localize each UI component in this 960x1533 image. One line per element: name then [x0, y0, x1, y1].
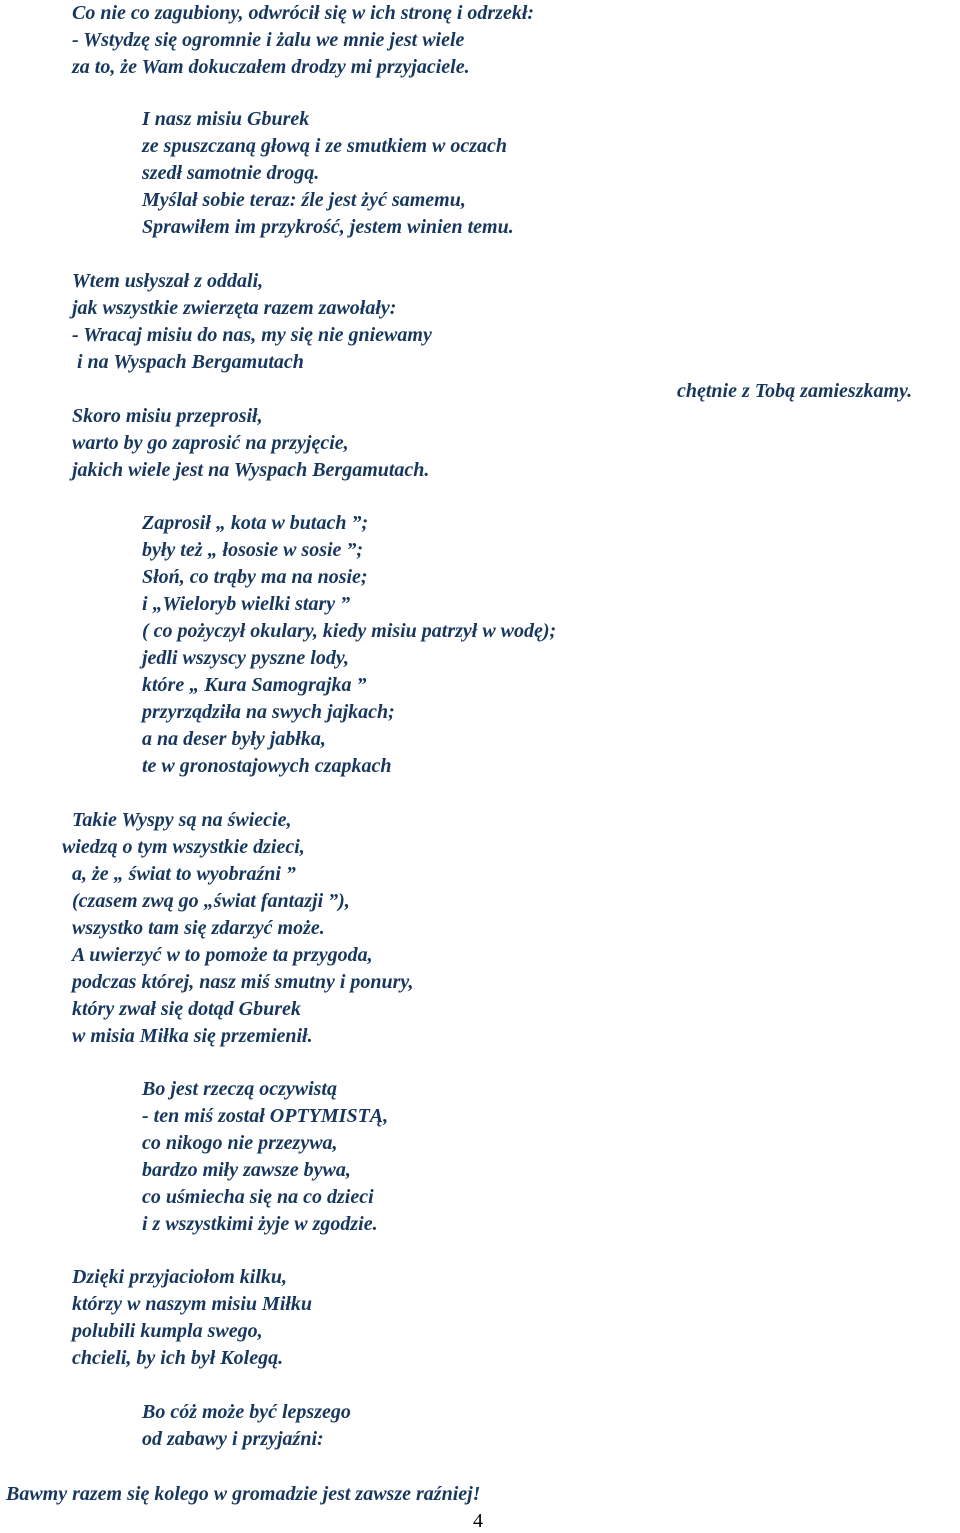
closing-line: Bawmy razem się kolego w gromadzie jest zawsze raźniej! [6, 1483, 481, 1505]
poem-line: Bo jest rzeczą oczywistą [142, 1078, 337, 1100]
poem-line: Zaprosił „ kota w butach ”; [142, 512, 369, 534]
poem-line: co uśmiecha się na co dzieci [142, 1186, 374, 1208]
poem-line: przyrządziła na swych jajkach; [142, 701, 395, 723]
poem-line: ze spuszczaną głową i ze smutkiem w oczach [142, 135, 508, 157]
poem-line: Dzięki przyjaciołom kilku, [72, 1266, 287, 1288]
page-number: 4 [473, 1510, 483, 1532]
stanza-9 [142, 1399, 351, 1453]
poem-line: i na Wyspach Bergamutach [72, 351, 304, 373]
poem-line: warto by go zaprosić na przyjęcie, [72, 432, 349, 454]
poem-line: i „Wieloryb wielki stary ” [142, 593, 351, 615]
poem-line: (czasem zwą go „świat fantazji ”), [72, 890, 350, 912]
stanza-2 [142, 106, 514, 241]
poem-line: wiedzą o tym wszystkie dzieci, [62, 836, 305, 858]
poem-line: Wtem usłyszał z oddali, [72, 270, 264, 292]
poem-line: w misia Miłka się przemienił. [72, 1025, 313, 1047]
poem-line: podczas której, nasz miś smutny i ponury, [72, 971, 414, 993]
poem-line: jakich wiele jest na Wyspach Bergamutach. [72, 459, 430, 481]
stanza-3 [72, 268, 432, 376]
poem-line: szedł samotnie drogą. [142, 162, 320, 184]
poem-line: A uwierzyć w to pomoże ta przygoda, [72, 944, 373, 966]
poem-line: wszystko tam się zdarzyć może. [72, 917, 325, 939]
poem-line: który zwał się dotąd Gburek [72, 998, 301, 1020]
poem-line: były też „ łososie w sosie ”; [142, 539, 364, 561]
poem-line: Takie Wyspy są na świecie, [72, 809, 292, 831]
poem-line: polubili kumpla swego, [72, 1320, 263, 1342]
poem-line: chcieli, by ich był Kolegą. [72, 1347, 284, 1369]
poem-line: za to, że Wam dokuczałem drodzy mi przyjaciele. [72, 56, 470, 78]
poem-line: Bo cóż może być lepszego [142, 1401, 351, 1423]
poem-line: te w gronostajowych czapkach [142, 755, 392, 777]
poem-line: a, że „ świat to wyobraźni ” [72, 863, 296, 885]
stanza-1 [72, 0, 534, 81]
poem-line: Sprawiłem im przykrość, jestem winien temu. [142, 216, 514, 238]
stanza-4 [72, 403, 429, 484]
stanza-8 [72, 1264, 312, 1372]
poem-line: co nikogo nie przezywa, [142, 1132, 338, 1154]
poem-line: Co nie co zagubiony, odwrócił się w ich stronę i odrzekł: [72, 2, 535, 24]
poem-line: I nasz misiu Gburek [142, 108, 310, 130]
poem-line: od zabawy i przyjaźni: [142, 1428, 324, 1450]
poem-line: bardzo miły zawsze bywa, [142, 1159, 351, 1181]
poem-line: jedli wszyscy pyszne lody, [142, 647, 350, 669]
stanza-6 [62, 807, 414, 1050]
poem-line: - Wracaj misiu do nas, my się nie gniewamy [72, 324, 432, 346]
poem-line: które „ Kura Samograjka ” [142, 674, 367, 696]
poem-line: - Wstydzę się ogromnie i żalu we mnie jest wiele [72, 29, 465, 51]
poem-line: i z wszystkimi żyje w zgodzie. [142, 1213, 378, 1235]
stanza-7 [142, 1076, 388, 1238]
poem-line: Skoro misiu przeprosił, [72, 405, 263, 427]
poem-line: - ten miś został OPTYMISTĄ, [142, 1105, 389, 1127]
poem-line: Myślał sobie teraz: źle jest żyć samemu, [142, 189, 466, 211]
poem-line: ( co pożyczył okulary, kiedy misiu patrzył w wodę); [142, 620, 557, 642]
poem-line: Słoń, co trąby ma na nosie; [142, 566, 368, 588]
poem-line-offset: chętnie z Tobą zamieszkamy. [677, 380, 913, 402]
poem-line: jak wszystkie zwierzęta razem zawołały: [72, 297, 397, 319]
stanza-5 [142, 510, 556, 780]
poem-line: a na deser były jabłka, [142, 728, 326, 750]
poem-line: którzy w naszym misiu Miłku [72, 1293, 313, 1315]
